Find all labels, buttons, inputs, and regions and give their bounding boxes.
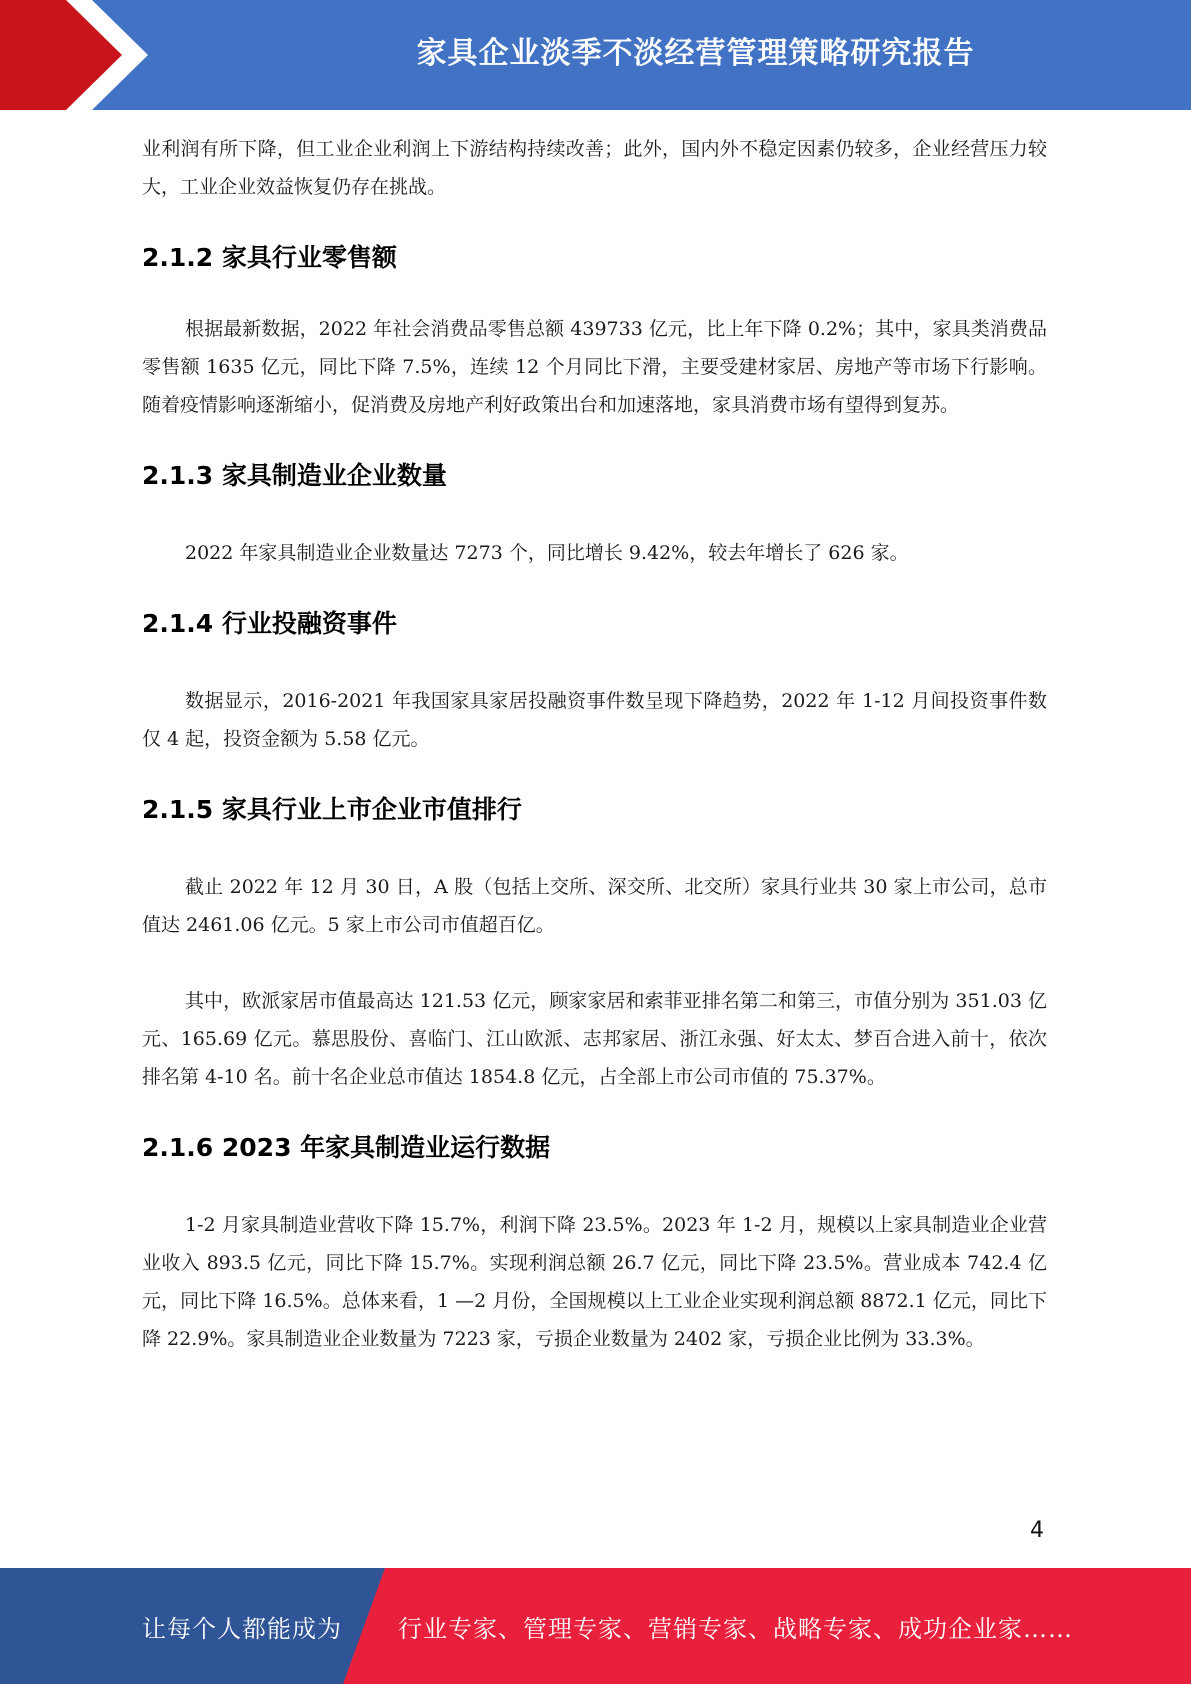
- section-heading: 2.1.6 2023 年家具制造业运行数据: [142, 1133, 551, 1162]
- section-2-1-3: [142, 456, 1047, 572]
- intro-paragraph: 业利润有所下降，但工业企业利润上下游结构持续改善；此外，国内外不稳定因素仍较多，企业经营压力较大，工业企业效益恢复仍存在挑战。: [142, 138, 1047, 198]
- section-paragraph: 其中，欧派家居市值最高达 121.53 亿元，顾家家居和索菲亚排名第二和第三，市值分别为 351.03 亿元、165.69 亿元。慕思股份、喜临门、江山欧派、志邦家居、浙江永强、好太太、梦百合进入前十，依次排名第 4-10 名。前十名企业总市值达 1854.8 亿元，占全部上市公司市值的 75.37%。: [142, 990, 1047, 1088]
- page-footer: [0, 1568, 1191, 1684]
- header-title: 家具企业淡季不淡经营管理策略研究报告: [416, 36, 975, 71]
- section-heading: 2.1.2 家具行业零售额: [142, 243, 397, 272]
- page-number: 4: [1030, 1518, 1044, 1543]
- section-2-1-2: [142, 238, 1047, 424]
- section-paragraph: 数据显示，2016-2021 年我国家具家居投融资事件数呈现下降趋势，2022 年 1-12 月间投资事件数仅 4 起，投资金额为 5.58 亿元。: [142, 690, 1047, 750]
- section-heading: 2.1.3 家具制造业企业数量: [142, 461, 447, 490]
- report-body: [142, 130, 1047, 1358]
- section-2-1-6: [142, 1128, 1047, 1358]
- section-2-1-4: [142, 604, 1047, 758]
- section-heading: 2.1.4 行业投融资事件: [142, 609, 397, 638]
- footer-slogan-right: 行业专家、管理专家、营销专家、战略专家、成功企业家……: [398, 1614, 1073, 1643]
- section-paragraph: 1-2 月家具制造业营收下降 15.7%，利润下降 23.5%。2023 年 1-2 月，规模以上家具制造业企业营业收入 893.5 亿元，同比下降 15.7%。实现利润总额 26.7 亿元，同比下降 23.5%。营业成本 742.4 亿元，同比下降 16.5%。总体来看，1 —2 月份，全国规模以上工业企业实现利润总额 8872.1 亿元，同比下降 22.9%。家具制造业企业数量为 7223 家，亏损企业数量为 2402 家，亏损企业比例为 33.3%。: [142, 1214, 1047, 1350]
- section-heading: 2.1.5 家具行业上市企业市值排行: [142, 795, 522, 824]
- section-paragraph: 截止 2022 年 12 月 30 日，A 股（包括上交所、深交所、北交所）家具行业共 30 家上市公司，总市值达 2461.06 亿元。5 家上市公司市值超百亿。: [142, 876, 1047, 936]
- section-2-1-5: [142, 790, 1047, 1096]
- section-paragraph: 2022 年家具制造业企业数量达 7273 个，同比增长 9.42%，较去年增长了 626 家。: [185, 542, 909, 564]
- section-paragraph: 根据最新数据，2022 年社会消费品零售总额 439733 亿元，比上年下降 0.2%；其中，家具类消费品零售额 1635 亿元，同比下降 7.5%，连续 12 个月同比下滑，主要受建材家居、房地产等市场下行影响。随着疫情影响逐渐缩小，促消费及房地产利好政策出台和加速落地，家具消费市场有望得到复苏。: [142, 318, 1047, 416]
- page-header: [0, 0, 1191, 110]
- footer-slogan-left: 让每个人都能成为: [142, 1614, 342, 1643]
